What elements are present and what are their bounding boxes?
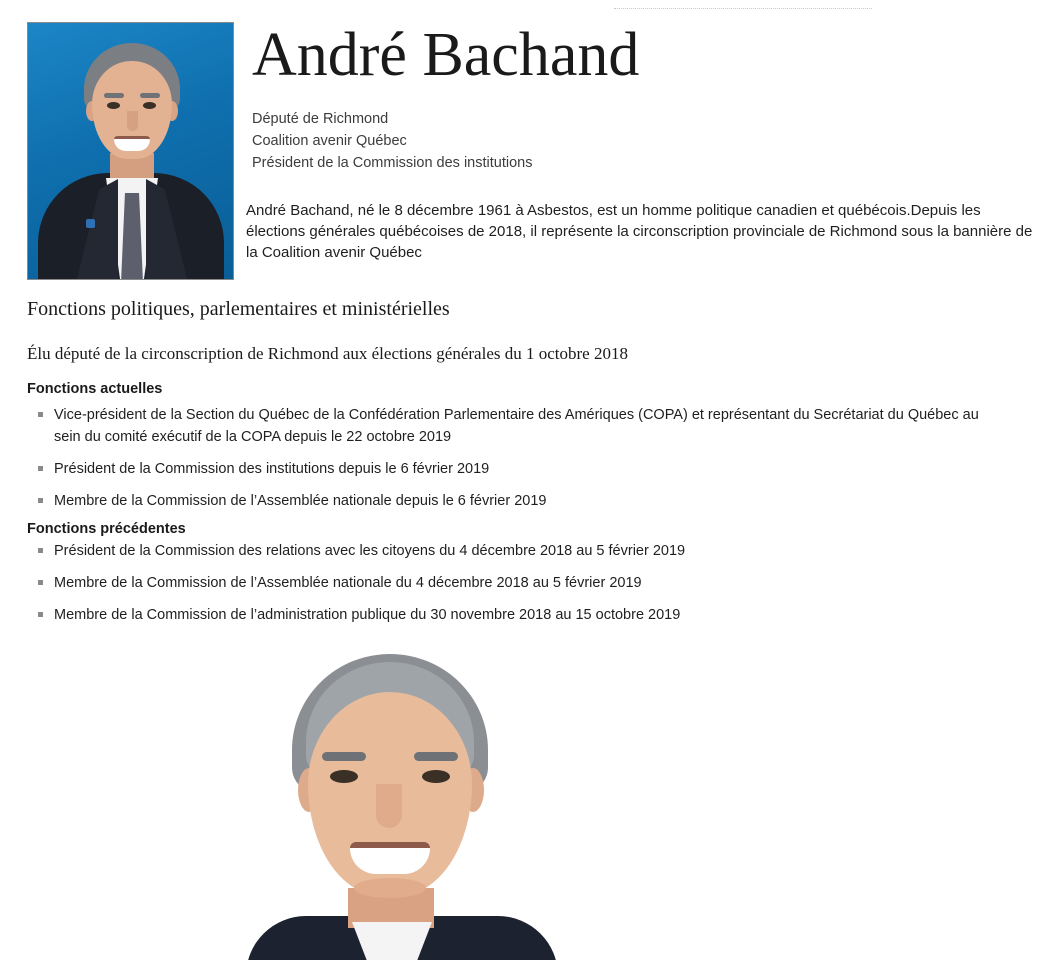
biography-paragraph: André Bachand, né le 8 décembre 1961 à Asbestos, est un homme politique canadien et québécois.Depuis les élections générales québécoises de 2018, il représente la circonscription provinciale de Richmond sous la bannière de la Coalition avenir Québec [246, 202, 1033, 261]
role-list [252, 108, 532, 174]
list-item-text: Président de la Commission des relations avec les citoyens du 4 décembre 2018 au 5 février 2019 [54, 543, 686, 559]
lapel-pin-icon [86, 219, 95, 228]
portrait-photo-large [236, 640, 566, 960]
page-title: André Bachand [252, 21, 640, 89]
bullet-icon [38, 412, 43, 417]
large-portrait-brow-left [322, 752, 366, 761]
large-portrait-eye-left [330, 770, 358, 783]
bullet-icon [38, 580, 43, 585]
bullet-icon [38, 498, 43, 503]
role-riding: Député de Richmond [252, 111, 389, 127]
large-portrait-nose [376, 784, 402, 828]
bullet-icon [38, 612, 43, 617]
list-item [34, 458, 994, 480]
elected-statement: Élu député de la circonscription de Richmond aux élections générales du 1 octobre 2018 [27, 344, 628, 363]
list-item [34, 604, 994, 626]
avatar [27, 22, 234, 280]
list-item [34, 540, 994, 562]
large-portrait-eye-right [422, 770, 450, 783]
large-portrait-brow-right [414, 752, 458, 761]
subheading-current-functions: Fonctions actuelles [27, 381, 163, 397]
portrait-eye-right [143, 102, 156, 109]
list-item [34, 572, 994, 594]
bullet-icon [38, 466, 43, 471]
list-item-text: Membre de la Commission de l’administration publique du 30 novembre 2018 au 15 octobre 2019 [54, 607, 681, 623]
subheading-previous-functions: Fonctions précédentes [27, 521, 186, 537]
list-item-text: Membre de la Commission de l’Assemblée nationale depuis le 6 février 2019 [54, 493, 547, 509]
large-portrait-chin [354, 878, 426, 898]
portrait-mouth [114, 136, 150, 151]
portrait-eye-left [107, 102, 120, 109]
list-item-text: Vice-président de la Section du Québec de la Confédération Parlementaire des Amériques (COPA) et représentant du Secrétariat du Québec au sein du comité exécutif de la COPA depuis le 22 octobre 2019 [54, 407, 979, 445]
portrait-brow-right [140, 93, 160, 98]
current-functions-list [34, 404, 994, 522]
portrait-nose [127, 111, 138, 131]
list-item-text: Membre de la Commission de l’Assemblée nationale du 4 décembre 2018 au 5 février 2019 [54, 575, 642, 591]
previous-functions-list [34, 540, 994, 636]
section-heading-functions: Fonctions politiques, parlementaires et ministérielles [27, 298, 450, 320]
bullet-icon [38, 548, 43, 553]
role-party: Coalition avenir Québec [252, 133, 407, 149]
profile-header [0, 0, 1054, 290]
list-item [34, 490, 994, 512]
role-commission: Président de la Commission des institutions [252, 155, 533, 171]
list-item-text: Président de la Commission des institutions depuis le 6 février 2019 [54, 461, 490, 477]
large-portrait-mouth [350, 842, 430, 874]
list-item [34, 404, 994, 448]
portrait-brow-left [104, 93, 124, 98]
